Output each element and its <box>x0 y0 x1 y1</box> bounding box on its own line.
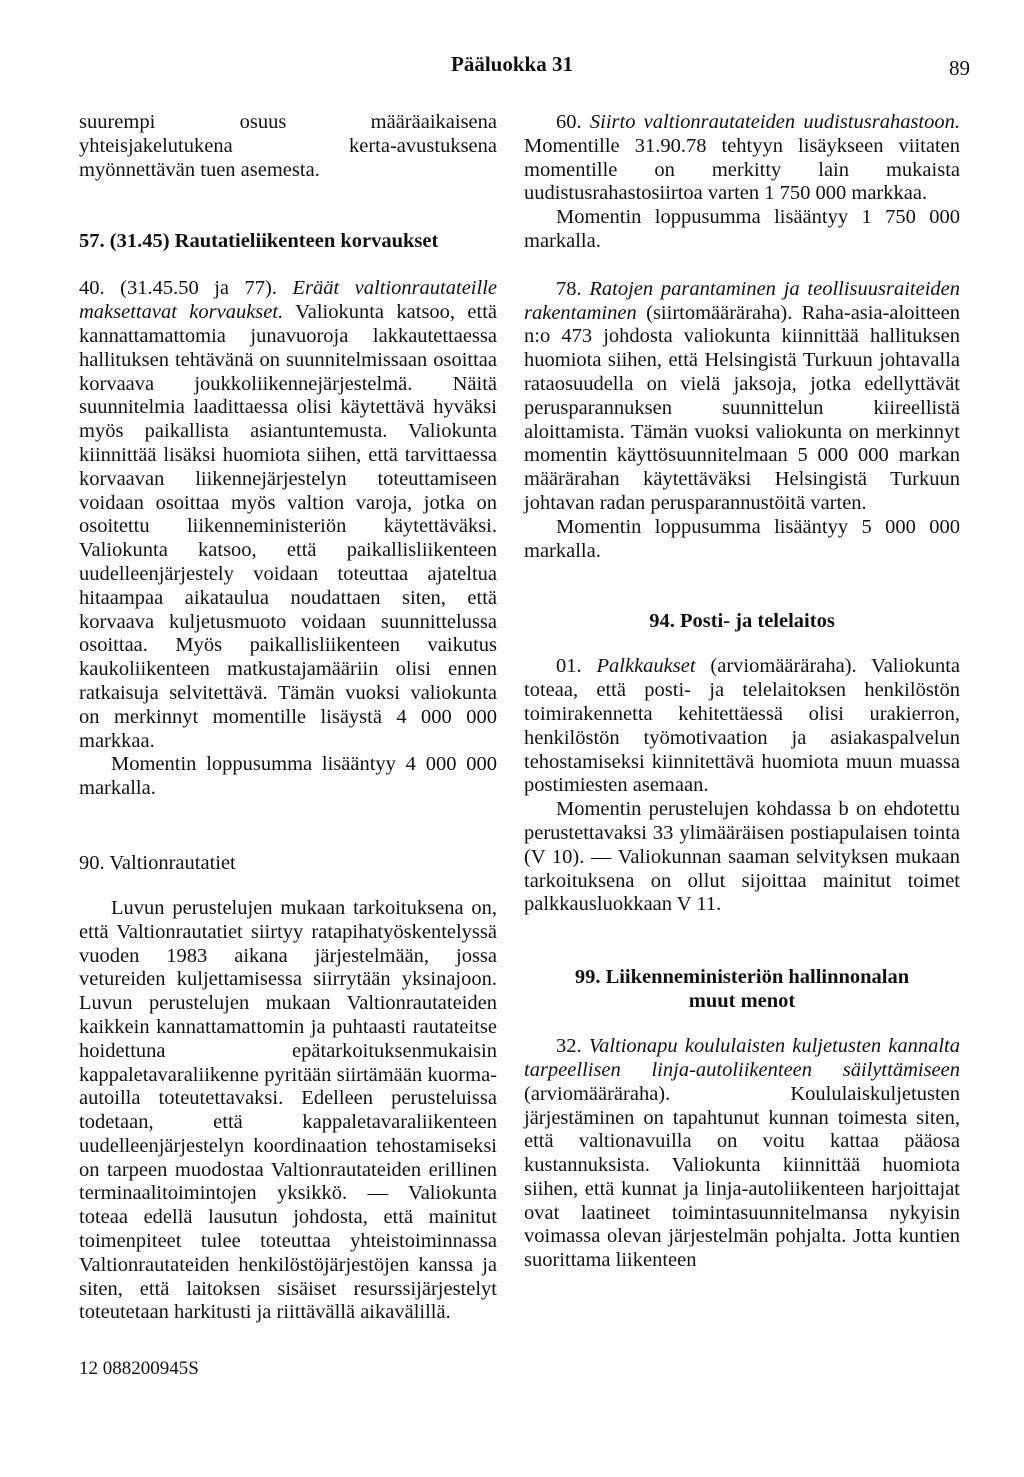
item-01-number: 01. <box>556 655 597 678</box>
section-99-heading-line1: 99. Liikenneministeriön hallinnonalan <box>574 966 910 989</box>
item-01-paragraph <box>524 655 960 798</box>
left-column <box>79 111 497 1325</box>
footer-code: 12 088200945S <box>79 1358 199 1379</box>
section-99-heading-line2: muut menot <box>688 990 796 1013</box>
item-78-number: 78. <box>556 277 590 300</box>
item-78-title: Ratojen parantaminen ja teollisuusraiteiden rakentaminen <box>524 277 960 324</box>
item-40-body: Valiokunta katsoo, että kannattamattomia junavuoroja lakkautettaessa hallituksen tehtävänä on suunnitelmissaan osoittaa korvaava joukkoliikennejärjestelmä. Näitä suunnitelmia laadittaessa olisi käytettävä hyväksi myös paikallista asiantuntemusta. Valiokunta kiinnittää lisäksi huomiota siihen, että tarvittaessa korvaavan liikennejärjestelyn toteuttamiseen voidaan osoittaa myös valtion varoja, jotka on osoitettu liikenneministeriön käytettäväksi. Valiokunta katsoo, että paikallisliikenteen uudelleenjärjestely voidaan toteuttaa ajateltua hitaampaa aikataulua noudattaen siten, että korvaava kuljetusmuoto voidaan suunnittelussa osoittaa. Myös paikallisliikenteen vaikutus kaukoliikenteen matkustajamääriin olisi ennen ratkaisuja selvitettävä. Tämän vuoksi valiokunta on merkinnyt momentille lisäystä 4 000 000 markkaa. <box>79 301 498 752</box>
section-57-heading: 57. (31.45) Rautatieliikenteen korvaukset <box>79 230 439 253</box>
item-60-total: Momentin loppusumma lisääntyy 1 750 000 markalla. <box>524 206 960 252</box>
item-32-number: 32. <box>556 1035 589 1058</box>
page-number: 89 <box>949 56 970 80</box>
item-32-body: (arviomääräraha). Koululaiskuljetusten järjestäminen on tapahtunut kunnan toimesta siten, että valtionavuilla on voitu kattaa pääosa kustannuksista. Valiokunta kiinnittää huomiota siihen, että kunnat ja linja-autoliikenteen harjoittajat ovat laatineet toimintasuunnitelmansa nykyisin voimassa olevan järjestelmän pohjalta. Jotta kuntien suorittama liikenteen <box>524 1082 960 1272</box>
page-header <box>0 52 1024 82</box>
item-40-total: Momentin loppusumma lisääntyy 4 000 000 markalla. <box>79 753 497 800</box>
item-78-body: (siirtomääräraha). Raha-asia-aloitteen n:o 473 johdosta valiokunta kiinnittää hallituksen huomiota siihen, että Helsingistä Turkuun johtavalla rataosuudella on vielä jaksoja, jotka edellyttävät perusparannuksen suunnittelun kiireellistä aloittamista. Tämän vuoksi valiokunta on merkinnyt momentin käyttösuunnitelmaan 5 000 000 markan määrärahan käytettäväksi Helsingistä Turkuun johtavan radan perusparannustöitä varten. <box>524 301 960 514</box>
item-78-paragraph <box>524 278 960 516</box>
item-40-paragraph <box>79 277 497 753</box>
item-40-title: Eräät valtionrautateille maksettavat korvaukset. <box>79 277 497 324</box>
item-60-number: 60. <box>556 111 590 133</box>
item-78-total: Momentin loppusumma lisääntyy 5 000 000 markalla. <box>524 515 960 562</box>
item-32-paragraph <box>524 1035 960 1273</box>
item-01-paragraph-b: Momentin perustelujen kohdassa b on ehdotettu perustettavaksi 33 ylimääräisen postiapulaisen tointa (V 10). — Valiokunnan saaman selvityksen mukaan tarkoituksena on ollut sijoittaa mainitut toimet palkkausluokkaan V 11. <box>524 798 960 916</box>
item-60-body: Momentille 31.90.78 tehtyyn lisäykseen viitaten momentille on merkitty lain mukaista uudistusrahastosiirtoa varten 1 750 000 markkaa. <box>524 134 960 205</box>
running-title: Pääluokka 31 <box>451 52 573 76</box>
right-column <box>524 111 960 1273</box>
item-40-number: 40. (31.45.50 ja 77). <box>79 277 293 300</box>
intro-paragraph: suurempi osuus määräaikaisena yhteisjakelutukena kerta-avustuksena myönnettävän tuen asemesta. <box>79 111 497 181</box>
section-90-paragraph: Luvun perustelujen mukaan tarkoituksena on, että Valtionrautatiet siirtyy ratapihatyöskentelyssä vuoden 1983 aikana järjestelmään, jossa vetureiden kuljettamisessa siirrytään yksinajoon. Luvun perustelujen mukaan Valtionrautateiden kaikkein kannattamattomin ja puhtaasti rautateitse hoidettuna epätarkoituksenmukaisin kappaletavaraliikenne pyritään siirtämään kuorma-autoilla toteutettavaksi. Edelleen perusteluissa todetaan, että kappaletavaraliikenteen uudelleenjärjestelyn koordinaation tehostamiseksi on tarpeen muodostaa Valtionrautateiden erillinen terminaalitoimintojen yksikkö. — Valiokunta toteaa edellä lausutun johdosta, että mainitut toimenpiteet tulee toteuttaa yhteistoiminnassa Valtionrautateiden henkilöstöjärjestöjen kanssa ja siten, että laitoksen sisäiset resurssijärjestelyt toteutetaan harkitusti ja riittävällä aikavälillä. <box>79 896 497 1324</box>
item-32-title: Valtionapu koululaisten kuljetusten kannalta tarpeellisen linja-autoliikenteen säilyttämiseen <box>524 1035 961 1081</box>
item-01-body: (arviomääräraha). Valiokunta toteaa, että posti- ja telelaitoksen henkilöstön toimirakennetta kehitettäessä olisi urakierron, henkilöstön työmotivaation ja asiakaspalvelun tehostamiseksi kiinnitettävä huomiota muun muassa postimiesten asemaan. <box>524 655 960 797</box>
item-60-title: Siirto valtionrautateiden uudistusrahastoon. <box>589 111 960 133</box>
section-94-heading: 94. Posti- ja telelaitos <box>649 610 835 633</box>
item-60-paragraph <box>524 111 960 206</box>
item-01-title: Palkkaukset <box>596 655 696 678</box>
section-90-heading: 90. Valtionrautatiet <box>79 851 236 874</box>
